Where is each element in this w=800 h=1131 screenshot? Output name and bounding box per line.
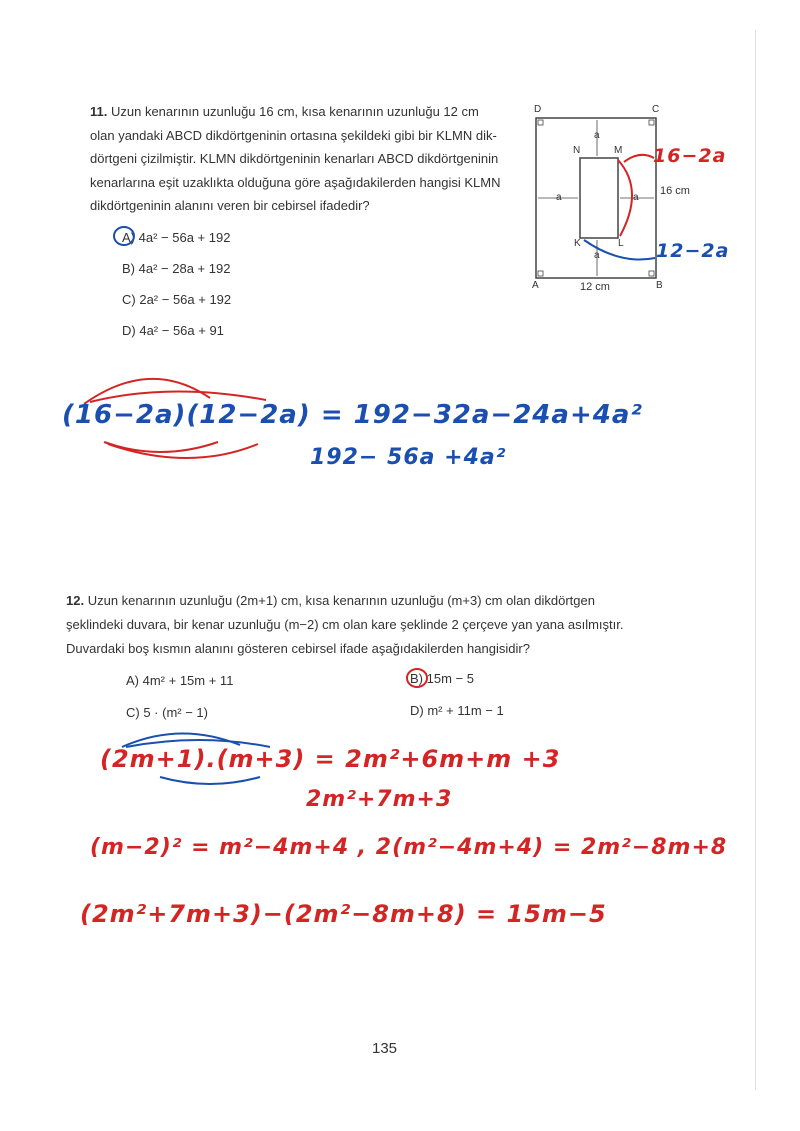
inner-l: L <box>618 238 624 249</box>
q12-text <box>66 589 746 661</box>
q12-work-line1: (2m+1).(m+3) = 2m²+6m+m +3 <box>100 745 561 773</box>
option-text: m² + 11m − 1 <box>427 703 504 718</box>
right-angle-mark <box>649 271 654 276</box>
page-number: 135 <box>372 1040 398 1057</box>
q11-work-line1 <box>62 400 643 430</box>
note-red: 16−2a <box>653 145 727 167</box>
dist-right: a <box>633 192 639 203</box>
q11-line: Uzun kenarının uzunluğu 16 cm, kısa kenarının uzunluğu 12 cm <box>110 104 479 119</box>
q12-answer-circle <box>404 666 430 690</box>
option-label: B) <box>122 261 135 276</box>
q11-diagram <box>520 100 740 300</box>
option-label: B) <box>410 671 423 686</box>
option-label: A) <box>126 673 139 688</box>
corner-d: D <box>534 104 542 115</box>
blue-arrow <box>160 777 260 784</box>
page-edge <box>755 30 756 1090</box>
height-label: 16 cm <box>660 185 690 197</box>
option-text: 4a² − 56a + 192 <box>138 230 231 245</box>
q12-line: şeklindeki duvara, bir kenar uzunluğu (m−2) cm olan kare şeklinde 2 çerçeve yan yana asılmıştır. <box>66 617 624 632</box>
q12-option-c[interactable] <box>126 705 208 720</box>
corner-c: C <box>652 104 660 115</box>
option-text: 5 · (m² − 1) <box>143 705 208 720</box>
q12-option-d[interactable] <box>410 703 504 718</box>
q12-work-line3: (m−2)² = m²−4m+4 , 2(m²−4m+4) = 2m²−8m+8 <box>90 835 728 860</box>
option-label: A) <box>122 230 135 245</box>
option-label: C) <box>122 292 136 307</box>
right-angle-mark <box>649 120 654 125</box>
inner-n: N <box>573 145 581 156</box>
red-arrow <box>624 155 654 162</box>
q12-option-a[interactable] <box>126 673 233 688</box>
right-angle-mark <box>538 120 543 125</box>
q11-option-c[interactable] <box>122 292 231 307</box>
q12-work-line2: 2m²+7m+3 <box>306 787 453 812</box>
option-text: 4m² + 15m + 11 <box>142 673 234 688</box>
q11-option-a[interactable] <box>122 230 230 245</box>
q11-number: 11. <box>90 104 108 119</box>
inner-rectangle <box>580 158 618 238</box>
q11-line: dikdörtgeninin alanını veren bir cebirsel ifadedir? <box>90 198 370 213</box>
option-text: 4a² − 28a + 192 <box>138 261 231 276</box>
q11-work-expansion: = 192−32a−24a+4a² <box>320 400 643 430</box>
q12-line: Uzun kenarının uzunluğu (2m+1) cm, kısa kenarının uzunluğu (m+3) cm olan dikdörtgen <box>87 593 595 608</box>
q11-option-b[interactable] <box>122 261 230 276</box>
red-arrow <box>104 442 218 452</box>
q11-work-line2: 192− 56a +4a² <box>310 445 507 470</box>
option-text: 2a² − 56a + 192 <box>139 292 232 307</box>
width-label: 12 cm <box>580 281 610 293</box>
q11-line: kenarlarına eşit uzaklıkta olduğuna göre aşağıdakilerden hangisi KLMN <box>90 174 501 190</box>
option-text: 15m − 5 <box>426 671 474 686</box>
q12-work-line4: (2m²+7m+3)−(2m²−8m+8) = 15m−5 <box>80 900 607 928</box>
option-label: C) <box>126 705 140 720</box>
right-angle-mark <box>538 271 543 276</box>
q11-work-product: (16−2a)(12−2a) <box>62 400 311 430</box>
q11-option-d[interactable] <box>122 323 224 338</box>
corner-b: B <box>656 280 663 291</box>
corner-a: A <box>532 280 539 291</box>
inner-m: M <box>614 145 623 156</box>
q11-text <box>90 100 520 218</box>
q11-answer-circle <box>112 224 138 248</box>
q12-line: Duvardaki boş kısmın alanını gösteren cebirsel ifade aşağıdakilerden hangisidir? <box>66 641 530 656</box>
q11-line: dörtgeni çizilmiştir. KLMN dikdörtgeninin kenarları ABCD dikdörtgeninin <box>90 151 499 166</box>
option-label: D) <box>122 323 136 338</box>
dist-bottom: a <box>594 250 600 261</box>
option-text: 4a² − 56a + 91 <box>139 323 224 338</box>
inner-k: K <box>574 238 581 249</box>
dist-left: a <box>556 192 562 203</box>
note-blue: 12−2a <box>656 240 730 262</box>
dist-top: a <box>594 130 600 141</box>
q12-number: 12. <box>66 593 85 608</box>
option-label: D) <box>410 703 424 718</box>
q11-line: olan yandaki ABCD dikdörtgeninin ortasına şekildeki gibi bir KLMN dik- <box>90 127 497 143</box>
